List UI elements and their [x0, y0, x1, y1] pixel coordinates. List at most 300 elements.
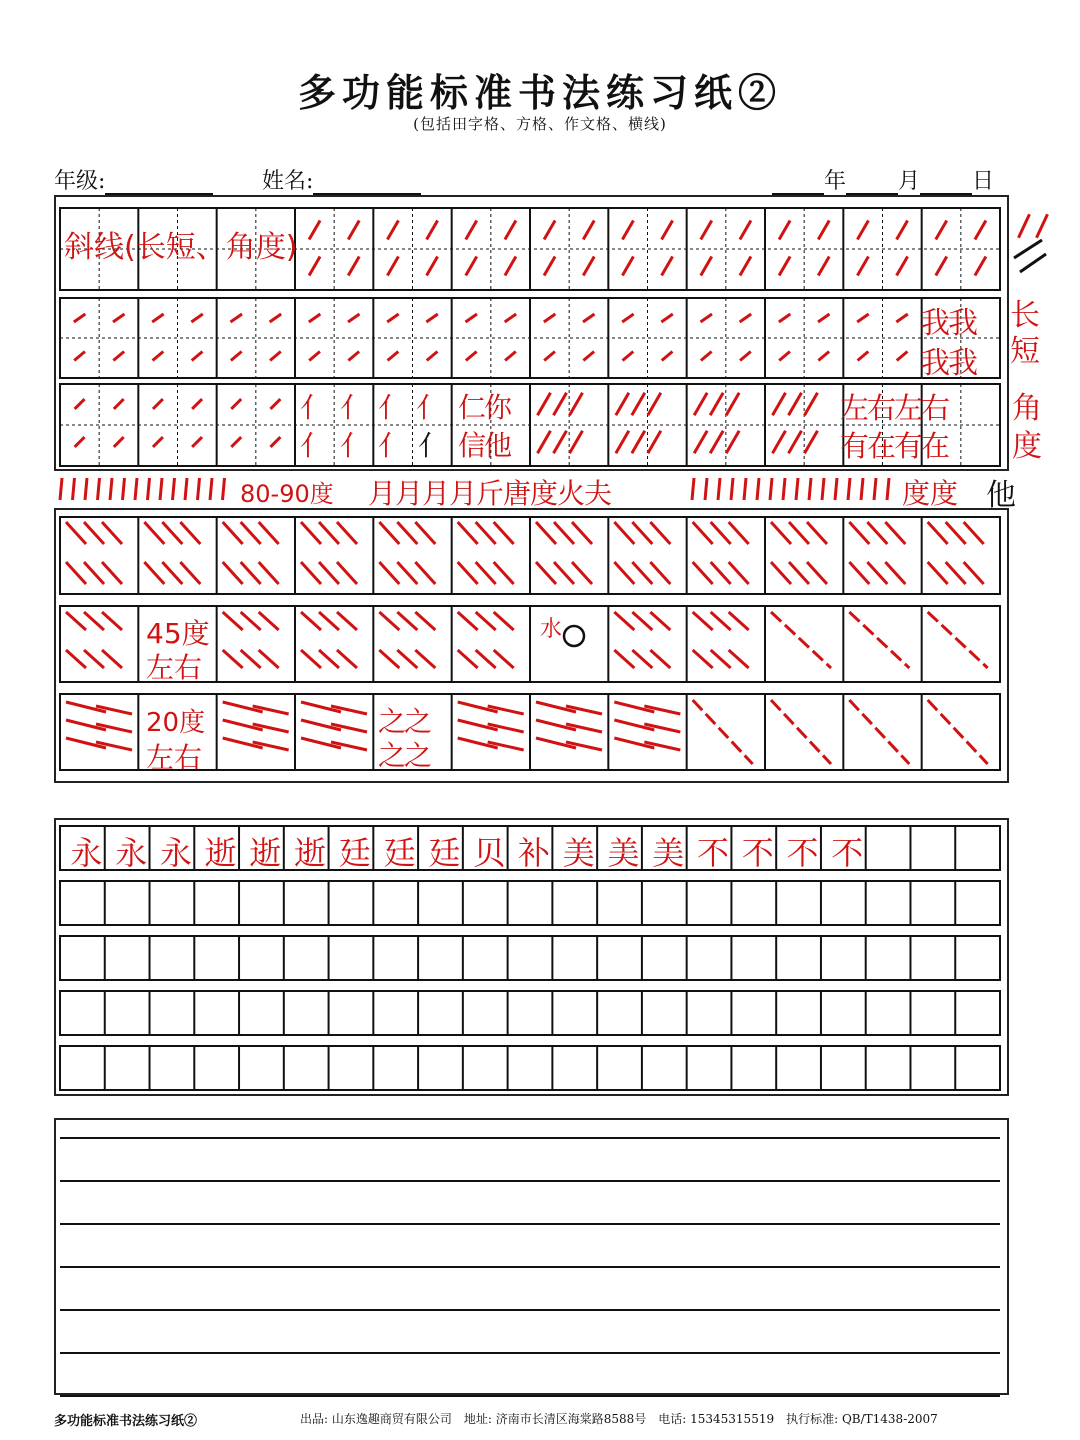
backslash-stroke	[397, 612, 417, 630]
row3-multi-slash	[616, 431, 629, 454]
backslash-stroke	[650, 522, 670, 544]
backslash-stroke	[162, 522, 182, 544]
row2-slash	[662, 352, 673, 361]
row2-slash	[113, 314, 124, 322]
backslash-stroke	[415, 650, 435, 668]
row1-slash	[818, 220, 829, 239]
backslash-stroke	[614, 562, 634, 584]
row1-slash	[779, 220, 790, 239]
row1-slash	[701, 220, 712, 239]
side-slash	[1037, 214, 1048, 238]
row2-slash	[544, 314, 555, 322]
vertical-bar-mark	[123, 478, 125, 500]
backslash-stroke	[458, 650, 478, 668]
hw-row3-char-3: 亻	[378, 391, 407, 424]
backslash-stroke	[301, 562, 321, 584]
backslash-stroke	[650, 562, 670, 584]
row1-slash	[818, 256, 829, 275]
backslash-stroke	[66, 650, 86, 668]
backslash-stroke	[771, 562, 791, 584]
hw-mid-left: 80-90度	[240, 480, 334, 508]
backslash-stroke	[84, 522, 104, 544]
backslash-stroke	[711, 650, 731, 668]
backslash-stroke	[319, 612, 339, 630]
square-char: 廷	[338, 834, 371, 872]
row2-slash	[191, 314, 202, 322]
row3-slash	[231, 399, 241, 409]
row2-slash	[309, 352, 320, 361]
vertical-bar-mark	[705, 478, 707, 500]
month-label: 月	[898, 169, 921, 194]
backslash-stroke	[650, 612, 670, 630]
vertical-bar-mark	[796, 478, 798, 500]
row1-slash	[427, 256, 438, 275]
row1-slash	[427, 220, 438, 239]
vertical-bar-mark	[874, 478, 876, 500]
backslash-stroke	[554, 562, 574, 584]
backslash-stroke	[84, 562, 104, 584]
vertical-bar-mark	[60, 478, 62, 500]
backslash-stroke	[572, 562, 592, 584]
row2-slash	[622, 314, 633, 322]
row3-slash	[270, 399, 280, 409]
row3-multi-slash	[632, 393, 645, 416]
row3-slash	[270, 437, 280, 447]
row1-slash	[348, 256, 359, 275]
backslash-stroke	[476, 650, 496, 668]
row2-slash	[858, 352, 869, 361]
row1-slash	[857, 256, 868, 275]
year-label: 年	[824, 169, 847, 194]
row1-slash	[740, 256, 751, 275]
side-slash	[1019, 214, 1030, 238]
backslash-stroke	[729, 650, 749, 668]
row1-slash	[387, 256, 398, 275]
backslash-stroke	[789, 522, 809, 544]
backslash-stroke	[415, 562, 435, 584]
backslash-stroke	[946, 522, 966, 544]
backslash-stroke	[849, 562, 869, 584]
hw-slant20-chars-1: 之之	[378, 705, 431, 738]
backslash-stroke	[102, 612, 122, 630]
backslash-stroke	[241, 650, 261, 668]
row3-slash	[192, 399, 202, 409]
vertical-bar-mark	[85, 478, 87, 500]
vertical-bar-mark	[887, 478, 889, 500]
hw-mid-right: 度度	[902, 477, 959, 510]
row1-slash	[544, 220, 555, 239]
vertical-bar-mark	[835, 478, 837, 500]
square-char: 不	[697, 834, 730, 872]
long-backslash	[928, 700, 988, 764]
row3-slash	[192, 437, 202, 447]
backslash-stroke	[632, 650, 652, 668]
backslash-stroke	[458, 522, 478, 544]
hw-row1-label: 斜线(长短、角度)	[64, 230, 298, 265]
row1-slash	[975, 256, 986, 275]
square-char: 永	[115, 834, 148, 872]
row2-slash	[623, 352, 634, 361]
backslash-stroke	[415, 522, 435, 544]
row2-slash	[231, 352, 242, 361]
row2-slash	[583, 314, 594, 322]
backslash-stroke	[632, 562, 652, 584]
square-char: 美	[562, 834, 595, 872]
square-char: 贝	[473, 834, 506, 872]
row2-slash	[270, 352, 281, 361]
row1-slash	[348, 220, 359, 239]
backslash-stroke	[885, 522, 905, 544]
row3-slash	[75, 437, 85, 447]
backslash-stroke	[632, 522, 652, 544]
backslash-stroke	[964, 522, 984, 544]
backslash-stroke	[928, 522, 948, 544]
backslash-stroke	[241, 522, 261, 544]
vertical-bar-mark	[223, 478, 225, 500]
hw-row3-char-1: 亻	[300, 391, 329, 424]
square-char: 廷	[428, 834, 461, 872]
backslash-stroke	[650, 650, 670, 668]
backslash-stroke	[259, 612, 279, 630]
row3-slash	[75, 399, 85, 409]
backslash-stroke	[337, 562, 357, 584]
vertical-bar-mark	[822, 478, 824, 500]
row2-slash	[583, 352, 594, 361]
hw-mid-middle: 月月月月斤唐度火夫	[368, 477, 612, 510]
backslash-stroke	[928, 562, 948, 584]
backslash-stroke	[729, 612, 749, 630]
row3-multi-slash	[789, 393, 802, 416]
vertical-bar-mark	[770, 478, 772, 500]
backslash-stroke	[180, 562, 200, 584]
backslash-stroke	[102, 522, 122, 544]
long-backslash	[771, 700, 831, 764]
row2-slash	[74, 352, 85, 361]
backslash-stroke	[771, 522, 791, 544]
backslash-stroke	[476, 522, 496, 544]
row1-slash	[387, 220, 398, 239]
backslash-stroke	[397, 562, 417, 584]
backslash-stroke	[180, 522, 200, 544]
row2-slash	[857, 314, 868, 322]
backslash-stroke	[337, 650, 357, 668]
square-char: 逝	[294, 834, 327, 872]
hw-row3-char-7: 亻	[340, 429, 369, 462]
row3-multi-slash	[632, 431, 645, 454]
backslash-stroke	[494, 612, 514, 630]
backslash-stroke	[494, 562, 514, 584]
row1-slash	[505, 220, 516, 239]
hw-row3-right-bottom: 有在有在	[840, 429, 949, 463]
hw-row3-right-top: 左右左右	[840, 391, 949, 425]
hw-row2-side: 长短	[1010, 298, 1040, 369]
row2-slash	[309, 314, 320, 322]
long-backslash	[693, 700, 753, 764]
row2-slash	[113, 352, 124, 361]
backslash-stroke	[319, 522, 339, 544]
backslash-stroke	[66, 612, 86, 630]
vertical-bar-mark	[148, 478, 150, 500]
row2-slash	[779, 352, 790, 361]
row3-slash	[114, 437, 124, 447]
row3-multi-slash	[554, 431, 567, 454]
row3-multi-slash	[710, 393, 723, 416]
vertical-bar-mark	[718, 478, 720, 500]
backslash-stroke	[319, 562, 339, 584]
backslash-stroke	[807, 562, 827, 584]
backslash-stroke	[693, 522, 713, 544]
backslash-stroke	[711, 562, 731, 584]
row3-multi-slash	[648, 393, 661, 416]
backslash-stroke	[84, 650, 104, 668]
square-char: 美	[607, 834, 640, 872]
row1-slash	[975, 220, 986, 239]
backslash-stroke	[379, 562, 399, 584]
vertical-bar-mark	[744, 478, 746, 500]
row3-multi-slash	[726, 393, 739, 416]
row2-slash	[427, 352, 438, 361]
row1-slash	[936, 256, 947, 275]
square-char: 补	[517, 834, 550, 872]
hw-row2-right-top: 我我	[920, 306, 976, 341]
row2-slash	[387, 314, 398, 322]
backslash-stroke	[867, 562, 887, 584]
row3-multi-slash	[773, 393, 786, 416]
backslash-stroke	[729, 562, 749, 584]
vertical-bar-mark	[198, 478, 200, 500]
row3-slash	[114, 399, 124, 409]
row2-slash	[818, 352, 829, 361]
square-char: 美	[652, 834, 685, 872]
backslash-stroke	[789, 562, 809, 584]
backslash-stroke	[494, 522, 514, 544]
name-label: 姓名:	[262, 169, 314, 194]
backslash-stroke	[711, 522, 731, 544]
backslash-stroke	[397, 522, 417, 544]
vertical-bar-mark	[731, 478, 733, 500]
row1-slash	[897, 256, 908, 275]
backslash-stroke	[301, 612, 321, 630]
vertical-bar-mark	[98, 478, 100, 500]
row2-slash	[153, 352, 164, 361]
backslash-stroke	[102, 650, 122, 668]
row3-multi-slash	[538, 393, 551, 416]
vertical-bar-mark	[692, 478, 694, 500]
backslash-stroke	[536, 522, 556, 544]
row2-slash	[348, 352, 359, 361]
backslash-stroke	[162, 562, 182, 584]
side-slash-black	[1020, 254, 1046, 272]
backslash-stroke	[84, 612, 104, 630]
row2-slash	[818, 314, 829, 322]
backslash-stroke	[632, 612, 652, 630]
vertical-bar-mark	[210, 478, 212, 500]
row2-slash	[701, 314, 712, 322]
backslash-stroke	[885, 562, 905, 584]
backslash-stroke	[458, 612, 478, 630]
row1-slash	[857, 220, 868, 239]
row3-multi-slash	[726, 431, 739, 454]
backslash-stroke	[476, 562, 496, 584]
backslash-stroke	[259, 650, 279, 668]
hw-slant45-label-1: 45度	[146, 617, 210, 650]
backslash-stroke	[946, 562, 966, 584]
long-backslash	[771, 612, 831, 668]
row3-multi-slash	[554, 393, 567, 416]
row1-slash	[466, 220, 477, 239]
vertical-bar-mark	[848, 478, 850, 500]
row2-slash	[231, 314, 242, 322]
vertical-bar-mark	[160, 478, 162, 500]
backslash-stroke	[572, 522, 592, 544]
row3-multi-slash	[648, 431, 661, 454]
hw-row2-right-bottom: 我我	[920, 346, 976, 381]
grade-label: 年级:	[54, 169, 106, 194]
square-char: 不	[741, 834, 774, 872]
day-label: 日	[972, 169, 995, 194]
page-subtitle: (包括田字格、方格、作文格、横线)	[413, 115, 667, 133]
backslash-stroke	[223, 562, 243, 584]
row1-slash	[779, 256, 790, 275]
vertical-bar-mark	[185, 478, 187, 500]
square-char: 不	[786, 834, 819, 872]
vertical-bar-mark	[757, 478, 759, 500]
row3-slash	[231, 437, 241, 447]
row2-slash	[740, 352, 751, 361]
row2-slash	[270, 314, 281, 322]
square-row-4	[60, 991, 1000, 1035]
backslash-stroke	[614, 650, 634, 668]
backslash-stroke	[223, 522, 243, 544]
row1-slash	[701, 256, 712, 275]
row3-multi-slash	[805, 431, 818, 454]
backslash-stroke	[144, 562, 164, 584]
row3-multi-slash	[570, 431, 583, 454]
row1-slash	[466, 256, 477, 275]
backslash-stroke	[807, 522, 827, 544]
row2-slash	[466, 352, 477, 361]
backslash-stroke	[66, 522, 86, 544]
hw-row3-char-8: 亻	[378, 429, 407, 462]
backslash-stroke	[337, 612, 357, 630]
vertical-bar-mark	[173, 478, 175, 500]
backslash-stroke	[241, 612, 261, 630]
row3-multi-slash	[694, 393, 707, 416]
hw-slant20-label-2: 左右	[146, 741, 203, 774]
row2-slash	[152, 314, 163, 322]
row1-slash	[622, 220, 633, 239]
square-row-2	[60, 881, 1000, 925]
row1-slash	[544, 256, 555, 275]
backslash-stroke	[693, 562, 713, 584]
long-backslash	[849, 700, 909, 764]
row3-slash	[153, 399, 163, 409]
row1-slash	[583, 256, 594, 275]
backslash-stroke	[319, 650, 339, 668]
footer-title: 多功能标准书法练习纸②	[54, 1414, 198, 1429]
hw-row3-char-4: 亻	[416, 391, 445, 424]
backslash-stroke	[301, 650, 321, 668]
backslash-stroke	[494, 650, 514, 668]
backslash-stroke	[554, 522, 574, 544]
backslash-stroke	[867, 522, 887, 544]
row3-multi-slash	[805, 393, 818, 416]
row1-slash	[505, 256, 516, 275]
backslash-stroke	[536, 562, 556, 584]
row2-slash	[505, 352, 516, 361]
row3-multi-slash	[789, 431, 802, 454]
backslash-stroke	[964, 562, 984, 584]
row3-multi-slash	[710, 431, 723, 454]
backslash-stroke	[66, 562, 86, 584]
backslash-stroke	[379, 650, 399, 668]
vertical-bar-mark	[135, 478, 137, 500]
hw-row3-char-10: 信他	[458, 429, 511, 462]
long-backslash	[849, 612, 909, 668]
backslash-stroke	[415, 612, 435, 630]
row3-multi-slash	[694, 431, 707, 454]
backslash-stroke	[693, 650, 713, 668]
row3-slash	[153, 437, 163, 447]
row1-slash	[622, 256, 633, 275]
row2-slash	[192, 352, 203, 361]
backslash-stroke	[259, 562, 279, 584]
hw-slant45-label-2: 左右	[146, 651, 203, 684]
row2-slash	[544, 352, 555, 361]
square-char: 不	[831, 834, 864, 872]
row1-slash	[309, 256, 320, 275]
backslash-stroke	[614, 612, 634, 630]
square-char: 逝	[249, 834, 282, 872]
footer-info: 出品: 山东逸趣商贸有限公司 地址: 济南市长清区海棠路8588号 电话: 15345315519 执行标准: QB/T1438-2007	[300, 1412, 938, 1426]
square-row-5	[60, 1046, 1000, 1090]
backslash-stroke	[711, 612, 731, 630]
side-slash-black	[1014, 240, 1042, 258]
square-char: 廷	[383, 834, 416, 872]
hw-slant20-label-1: 20度	[146, 708, 206, 738]
row1-slash	[662, 256, 673, 275]
backslash-stroke	[337, 522, 357, 544]
backslash-stroke	[241, 562, 261, 584]
hw-slant20-chars-2: 之之	[378, 739, 431, 772]
vertical-bar-mark	[809, 478, 811, 500]
page-title: 多功能标准书法练习纸②	[297, 70, 782, 115]
backslash-stroke	[301, 522, 321, 544]
row2-slash	[740, 314, 751, 322]
backslash-stroke	[144, 522, 164, 544]
row3-multi-slash	[773, 431, 786, 454]
vertical-bar-mark	[73, 478, 75, 500]
backslash-stroke	[379, 612, 399, 630]
hw-mid-black: 他	[986, 478, 1016, 513]
row3-multi-slash	[538, 431, 551, 454]
square-char: 永	[159, 834, 192, 872]
row2-slash	[348, 314, 359, 322]
row2-slash	[466, 314, 477, 322]
row1-slash	[897, 220, 908, 239]
hw-slant45-note: 水	[540, 617, 563, 642]
row1-slash	[740, 220, 751, 239]
row2-slash	[896, 314, 907, 322]
backslash-stroke	[223, 650, 243, 668]
square-char: 逝	[204, 834, 237, 872]
long-backslash	[928, 612, 988, 668]
row2-slash	[897, 352, 908, 361]
hw-row3-char-9: 亻	[418, 429, 447, 462]
backslash-stroke	[223, 612, 243, 630]
row2-slash	[701, 352, 712, 361]
backslash-stroke	[397, 650, 417, 668]
